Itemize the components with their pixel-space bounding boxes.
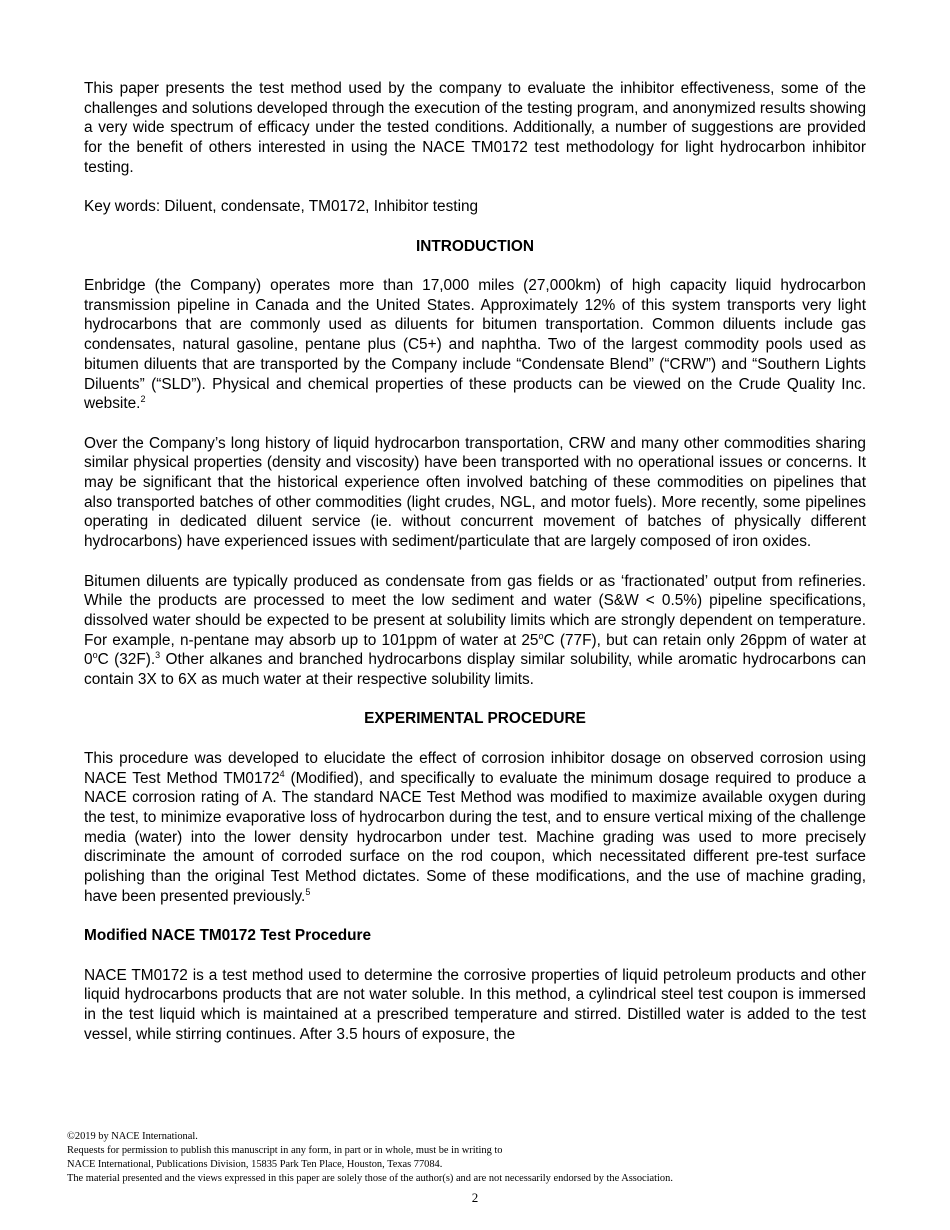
- degree-symbol: o: [538, 630, 544, 641]
- degree-symbol: o: [92, 650, 98, 661]
- introduction-paragraph-1-text: Enbridge (the Company) operates more than 17,000 miles (27,000km) of high capacity liquid hydrocarbon transmission pipeline in Canada and the United States. Approximately 12% of this system transports very light hydrocarbons that are commonly used as diluents for bitumen transportation. Common diluents include gas condensates, natural gasoline, pentane plus (C5+) and naphtha. Two of the largest commodity pools used as bitumen diluents that are transported by the Company include “Condensate Blend” (“CRW”) and “Southern Lights Diluents” (“SLD”). Physical and chemical properties of these products can be viewed on the Crude Quality Inc. website.: [84, 276, 866, 413]
- keywords: Key words: Diluent, condensate, TM0172, Inhibitor testing: [84, 198, 479, 216]
- section-heading-introduction: INTRODUCTION: [416, 237, 534, 255]
- subsection-heading: Modified NACE TM0172 Test Procedure: [84, 927, 372, 945]
- introduction-paragraph-2: Over the Company’s long history of liquid hydrocarbon transportation, CRW and many other commodities sharing similar physical properties (density and viscosity) have been transported with no operational issues or concerns. It may be significant that the historical experience often involved batching of these commodities on pipelines that also transported batches of other commodities (light crudes, NGL, and motor fuels). More recently, some pipelines operating in dedicated diluent service (ie. without concurrent movement of batches of physically different hydrocarbons) have experienced issues with sediment/particulate that are largely composed of iron oxides.: [84, 434, 866, 551]
- reference-5: 5: [305, 886, 311, 897]
- reference-2: 2: [140, 394, 146, 405]
- introduction-paragraph-3-text-d: Other alkanes and branched hydrocarbons display similar solubility, while aromatic hydrocarbons can contain 3X to 6X as much water at their respective solubility limits.: [84, 651, 867, 689]
- reference-4: 4: [279, 768, 285, 779]
- section-heading-experimental-procedure: EXPERIMENTAL PROCEDURE: [364, 710, 586, 728]
- page-number: 2: [471, 1190, 479, 1205]
- footer-line: NACE International, Publications Division, 15835 Park Ten Place, Houston, Texas 77084.: [67, 1158, 443, 1170]
- footer-line: The material presented and the views expressed in this paper are solely those of the author(s) and are not necessarily endorsed by the Association.: [67, 1172, 673, 1184]
- intro-paragraph: This paper presents the test method used by the company to evaluate the inhibitor effectiveness, some of the challenges and solutions developed through the execution of the testing program, and anonymized results showing a very wide spectrum of efficacy under the tested conditions. Additionally, a number of suggestions are provided for the benefit of others interested in using the NACE TM0172 test methodology for light hydrocarbon inhibitor testing.: [84, 80, 867, 176]
- footer-line: ©2019 by NACE International.: [67, 1131, 198, 1142]
- introduction-paragraph-3-text-c: C (32F).: [97, 651, 156, 669]
- page-body: [84, 79, 866, 1064]
- reference-3: 3: [155, 650, 161, 661]
- experimental-paragraph-1-text-a: This procedure was developed to elucidate the effect of corrosion inhibitor dosage on observed corrosion using NACE Test Method TM0172: [84, 749, 866, 787]
- copyright-footer: [67, 1130, 887, 1186]
- introduction-paragraph-3-text-a: Bitumen diluents are typically produced as condensate from gas fields or as ‘fractionated’ output from refineries. While the products are processed to meet the low sediment and water (S&W < 0.5%) pipeline specifications, dissolved water should be expected to be present at solubility limits which are strongly dependent on temperature. For example, n-pentane may absorb up to 101ppm of water at 25: [84, 572, 866, 649]
- footer-line: Requests for permission to publish this manuscript in any form, in part or in whole, must be in writing to: [67, 1144, 503, 1156]
- experimental-paragraph-2: NACE TM0172 is a test method used to determine the corrosive properties of liquid petroleum products and other liquid hydrocarbons products that are not water soluble. In this method, a cylindrical steel test coupon is immersed in the test liquid which is maintained at a prescribed temperature and stirred. Distilled water is added to the test vessel, while stirring continues. After 3.5 hours of exposure, the: [84, 966, 866, 1043]
- experimental-paragraph-1: [84, 749, 866, 907]
- introduction-paragraph-1: [84, 276, 866, 414]
- experimental-paragraph-1-text-b: (Modified), and specifically to evaluate the minimum dosage required to produce a NACE corrosion rating of A. The standard NACE Test Method was modified to maximize available oxygen during the test, to minimize evaporative loss of hydrocarbon during the test, and to ensure vertical mixing of the challenge media (water) into the lower density hydrocarbon under test. Machine grading was used to more precisely discriminate the amount of corroded surface on the rod coupon, which necessitated different pre-test surface polishing than the original Test Method dictates. Some of these modifications, and the use of machine grading, have been presented previously.: [84, 769, 866, 905]
- introduction-paragraph-3-text-b: C (77F), but can retain only 26ppm of water at 0: [84, 631, 867, 669]
- introduction-paragraph-3: [84, 572, 866, 690]
